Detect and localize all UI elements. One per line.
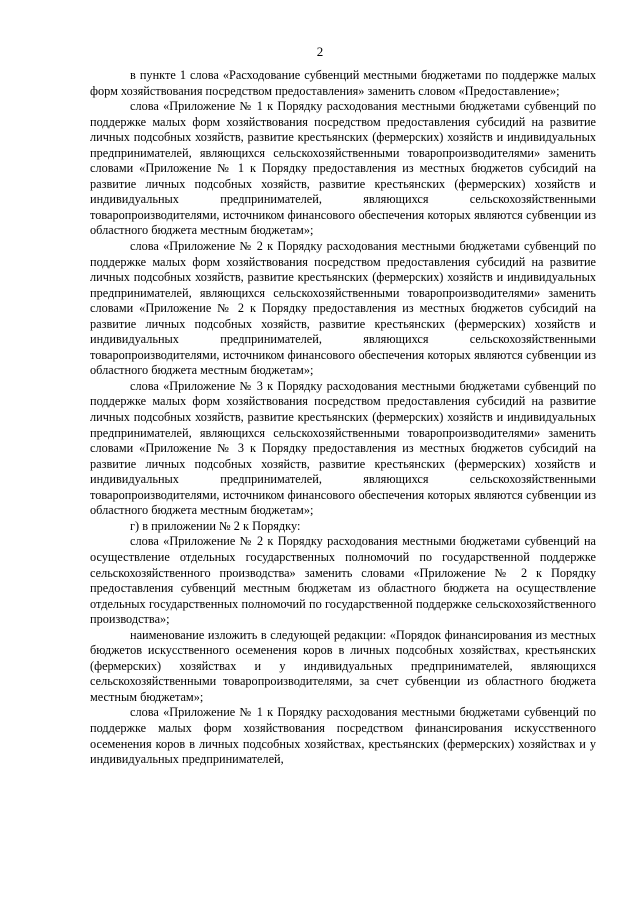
- paragraph-2: слова «Приложение № 1 к Порядку расходования местными бюджетами субвенций по поддержке малых форм хозяйствования посредством предоставления субсидий на развитие личных подсобных хозяйств, развитие крестьянских (фермерских) хозяйств и индивидуальных предпринимателей, являющихся сельскохозяйственными товаропроизводителями» заменить словами «Приложение № 1 к Порядку предоставления из местных бюджетов субсидий на развитие личных подсобных хозяйств, развитие крестьянских (фермерских) хозяйств и индивидуальных предпринимателей, являющихся сельскохозяйственными товаропроизводителями, источником финансового обеспечения которых являются субвенции из областного бюджета местным бюджетам»;: [90, 99, 596, 238]
- paragraph-5: г) в приложении № 2 к Порядку:: [130, 518, 301, 533]
- paragraph-3: слова «Приложение № 2 к Порядку расходования местными бюджетами субвенций по поддержке малых форм хозяйствования посредством предоставления субсидий на развитие личных подсобных хозяйств, развитие крестьянских (фермерских) хозяйств и индивидуальных предпринимателей, являющихся сельскохозяйственными товаропроизводителями» заменить словами «Приложение № 2 к Порядку предоставления из местных бюджетов субсидий на развитие личных подсобных хозяйств, развитие крестьянских (фермерских) хозяйств и индивидуальных предпринимателей, являющихся сельскохозяйственными товаропроизводителями, источником финансового обеспечения которых являются субвенции из областного бюджета местным бюджетам»;: [90, 239, 596, 378]
- paragraph-4: слова «Приложение № 3 к Порядку расходования местными бюджетами субвенций по поддержке малых форм хозяйствования посредством предоставления субсидий на развитие личных подсобных хозяйств, развитие крестьянских (фермерских) хозяйств и индивидуальных предпринимателей, являющихся сельскохозяйственными товаропроизводителями» заменить словами «Приложение № 3 к Порядку предоставления из местных бюджетов субсидий на развитие личных подсобных хозяйств, развитие крестьянских (фермерских) хозяйств и индивидуальных предпринимателей, являющихся сельскохозяйственными товаропроизводителями, источником финансового обеспечения которых являются субвенции из областного бюджета местным бюджетам»;: [90, 378, 596, 518]
- paragraph-7: наименование изложить в следующей редакции: «Порядок финансирования из местных бюджетов искусственного осеменения коров в личных подсобных хозяйствах, крестьянских (фермерских) хозяйствах и у индивидуальных предпринимателей, являющихся сельскохозяйственными товаропроизводителями, за счет субвенции из областного бюджета местным бюджетам»;: [90, 627, 596, 704]
- paragraph-6: слова «Приложение № 2 к Порядку расходования местными бюджетами субвенций на осуществление отдельных государственных полномочий по государственной поддержке сельскохозяйственного производства» заменить словами «Приложение № 2 к Порядку предоставления субвенций местным бюджетам из областного бюджета на осуществление отдельных государственных полномочий по государственной поддержке сельскохозяйственного производства»;: [90, 534, 596, 627]
- paragraph-1: в пункте 1 слова «Расходование субвенций местными бюджетами по поддержке малых форм хозяйствования посредством предоставления» заменить словом «Предоставление»;: [90, 68, 596, 98]
- paragraph-8: слова «Приложение № 1 к Порядку расходования местными бюджетами субвенций по поддержке малых форм хозяйствования посредством финансирования искусственного осеменения коров в личных подсобных хозяйствах, крестьянских (фермерских) хозяйствах и у индивидуальных предпринимателей,: [90, 705, 596, 767]
- document-body: [90, 68, 596, 768]
- page-number: 2: [316, 44, 324, 59]
